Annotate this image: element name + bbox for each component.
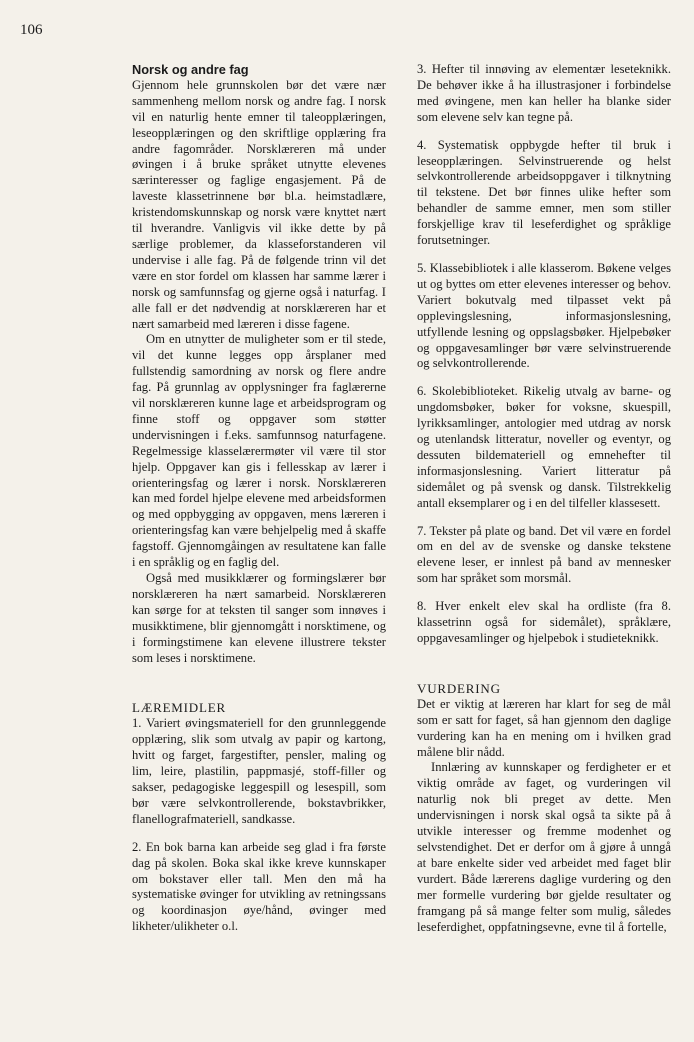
- section-title-vurdering: VURDERING: [417, 680, 501, 696]
- paragraph: Også med musikklærer og formingslærer bør norsklæreren ha nært samarbeid. Norsklæreren kan sørge for at teksten til sanger som innøves i musikktimene, blir gjennomgått i norsktimene, og i formingstimene kan elevene illustrere tekster som leses i norsktimene.: [132, 571, 386, 665]
- paragraph: Om en utnytter de muligheter som er til stede, vil det kunne legges opp årsplaner med fullstendig samordning av norsk og flere andre fag. På grunnlag av opplysninger fra faglærerne vil norsklæreren kunne lage et arbeidsprogram og finne stoff og oppgaver som støtter undervisningen i f.eks. samfunnsog naturfagene. Regelmessige klasselærermøter vil være til stor hjelp. Oppgaver kan gis i fellesskap av lærer i orienteringsfag og lærer i norsk. Norsklæreren kan med fordel hjelpe elevene med arbeidsformen og med oppbygging av oppgaven, mens læreren i orienteringsfag kan være behjelpelig med å skaffe fagstoff. Gjennomgåingen av resultatene kan falle i en språklig og en faglig del.: [132, 332, 386, 570]
- list-item: 2. En bok barna kan arbeide seg glad i fra første dag på skolen. Boka skal ikke kreve kunnskaper om bokstaver eller tall. Men den må ha systematiske øvinger for utvikling av retningssans og koordinasjon øye/hånd, øvinger med likheter/ulikheter o.l.: [132, 839, 386, 934]
- paragraph: Det er viktig at læreren har klart for seg de mål som er satt for faget, så han gjennom den daglige vurdering kan ha en mening om i hvilken grad målene blir nådd.: [417, 696, 671, 759]
- list-item: 1. Variert øvingsmateriell for den grunnleggende opplæring, slik som utvalg av papir og kartong, hvitt og farget, fargestifter, pensler, maling og lim, leire, plastilin, pappmasjé, stoff-filler og sakser, pedagogiske leggespill og lesespill, som bør være selvkontrollerende, bokstavbrikker, flanellografmateriell, sandkasse.: [132, 716, 386, 826]
- list-item: 6. Skolebiblioteket. Rikelig utvalg av barne- og ungdomsbøker, bøker for voksne, skuespill, lyrikksamlinger, antologier med utdrag av norsk og utenlandsk litteratur, noveller og eventyr, og dessuten bildemateriell og emnehefter til informasjonslesning. Variert litteratur på sidemålet og på svensk og dansk. Tilstrekkelig antall eksemplarer og i en del tilfeller klassesett.: [417, 384, 671, 510]
- list-item: 5. Klassebibliotek i alle klasserom. Bøkene velges ut og byttes om etter elevenes interesser og behov. Variert bokutvalg med tilpasset vekt på opplevingslesning, informasjonslesning, utfyllende lesning og oppslagsbøker. Hjelpebøker og oppgavesamlinger bør være selvinstruerende og selvkontrollerende.: [417, 260, 671, 371]
- page-number: 106: [20, 22, 43, 38]
- list-item: 3. Hefter til innøving av elementær leseteknikk. De behøver ikke å ha illustrasjoner i forbindelse med øvingene, men kan heller ha blanke sider som elevene selv kan tegne på.: [417, 62, 671, 124]
- paragraph: Innlæring av kunnskaper og ferdigheter er et viktig område av faget, og vurderingen vil naturlig nok bli preget av dette. Men undervisningen i norsk skal også ta sikte på å utvikle interesser og fremme modenhet og selvstendighet. Det er derfor om å gjøre å unngå at bare enkelte sider ved arbeidet med faget blir vurdert. Både lærerens daglige vurdering og den mer formelle vurdering bør gjelde resultater og framgang på så mange felter som mulig, således leseferdighet, oppfatningsevne, evne til å fortelle,: [417, 760, 671, 934]
- list-item: 4. Systematisk oppbygde hefter til bruk i leseopplæringen. Selvinstruerende og helst selvkontrollerende arbeidsoppgaver i tilknytning til tekstene. Det bør finnes ulike hefter som behandler de samme emner, men som stiller forskjellige krav til leseferdighet og språklige forutsetninger.: [417, 137, 671, 248]
- paragraph: Gjennom hele grunnskolen bør det være nær sammenheng mellom norsk og andre fag. I norsk vil en naturlig hente emner til taleopplæringen, leseopplæringen og den skriftlige opplæring fra andre fagområder. Norsklæreren må under øvingen i å bruke språket utnytte elevenes særinteresser og faglige engasjement. På de laveste klassetrinnene bør bl.a. heimstadlære, kristendomskunnskap og norsk være knyttet nært til hverandre. Vanligvis vil ikke dette by på særlige problemer, da klasseforstanderen vil undervise i alle fag. På de følgende trinn vil det være en stor fordel om klassen har samme lærer i norsk og samfunnsfag og gjerne også i naturfag. I alle fall er det nødvendig at norsklæreren har et nært samarbeid med læreren i disse fagene.: [132, 77, 386, 331]
- list-item: 7. Tekster på plate og band. Det vil være en fordel om en del av de svenske og danske tekstene elevene leser, er innlest på band av mennesker som har språket som morsmål.: [417, 523, 671, 586]
- left-column: [132, 62, 386, 935]
- section-title-laeremidler: LÆREMIDLER: [132, 700, 226, 716]
- list-item: 8. Hver enkelt elev skal ha ordliste (fra 8. klassetrinn også for sidemålet), språklære, oppgavesamlinger og hjelpebok i studieteknikk.: [417, 599, 671, 645]
- right-column: [417, 62, 671, 935]
- heading-norsk-og-andre-fag: Norsk og andre fag: [132, 62, 249, 77]
